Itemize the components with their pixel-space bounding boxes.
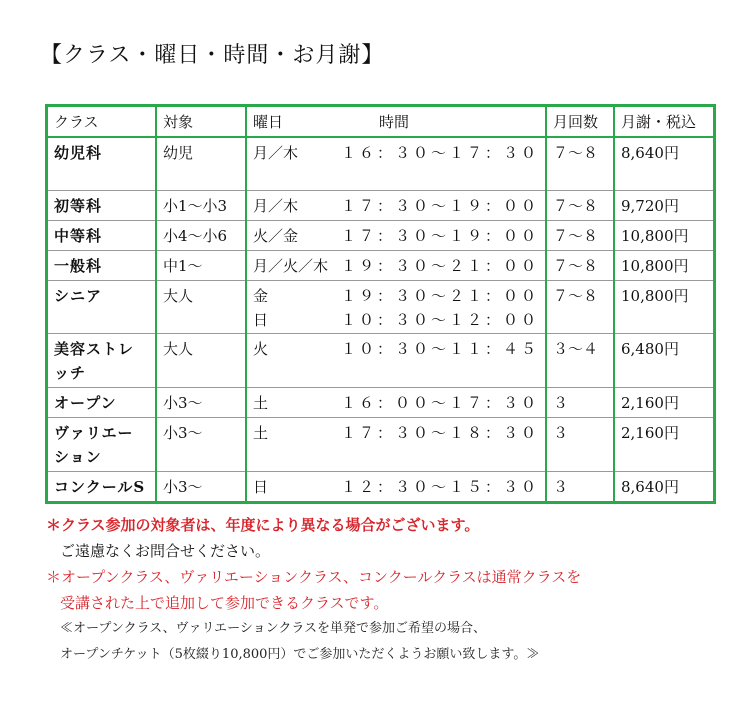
day-time-cell	[246, 472, 546, 502]
notes-section	[46, 512, 726, 668]
target-cell: 大人	[156, 334, 246, 388]
day-time-cell	[246, 388, 546, 418]
schedule-line	[247, 251, 545, 278]
schedule-line	[247, 308, 545, 332]
times-per-month-cell: ３	[546, 388, 614, 418]
note-additional-classes-sub: 受講された上で追加して参加できるクラスです。	[60, 594, 389, 612]
times-per-month-cell: ７〜８	[546, 191, 614, 221]
schedule-line	[247, 418, 545, 445]
day-value: 日	[253, 311, 269, 329]
header-fee: 月謝・税込	[614, 107, 713, 137]
fee-cell: 6,480円	[614, 334, 713, 388]
target-cell: 小1〜小3	[156, 191, 246, 221]
times-per-month-cell: ７〜８	[546, 281, 614, 334]
times-per-month-cell: ３	[546, 418, 614, 472]
table-row	[48, 418, 713, 472]
times-per-month-cell: ３〜４	[546, 334, 614, 388]
time-value: １７：３０〜１８：３０	[341, 424, 540, 442]
note-eligibility-sub: ご遠慮なくお問合せください。	[60, 542, 271, 560]
fee-cell: 8,640円	[614, 137, 713, 191]
header-times-per-month: 月回数	[546, 107, 614, 137]
times-per-month-cell: ７〜８	[546, 137, 614, 191]
table-row	[48, 137, 713, 191]
time-value: １９：３０〜２１：００	[341, 257, 540, 275]
table-row	[48, 334, 713, 388]
page-title: 【クラス・曜日・時間・お月謝】	[40, 43, 385, 68]
time-value: １０：３０〜１２：００	[341, 311, 540, 329]
day-time-cell	[246, 418, 546, 472]
target-cell: 幼児	[156, 137, 246, 191]
time-value: １９：３０〜２１：００	[341, 287, 540, 305]
times-per-month-cell: ３	[546, 472, 614, 502]
fee-cell: 9,720円	[614, 191, 713, 221]
day-value: 火／金	[253, 227, 299, 245]
fee-cell: 10,800円	[614, 281, 713, 334]
fee-cell: 10,800円	[614, 251, 713, 281]
day-value: 月／火／木	[253, 257, 329, 275]
table-row	[48, 191, 713, 221]
day-value: 土	[253, 424, 269, 442]
header-time: 時間	[379, 113, 410, 131]
schedule-line	[247, 138, 545, 165]
schedule-table	[45, 104, 716, 504]
schedule-line	[247, 388, 545, 415]
class-name-cell: 美容ストレッチ	[48, 334, 156, 388]
times-per-month-cell: ７〜８	[546, 221, 614, 251]
target-cell: 中1〜	[156, 251, 246, 281]
time-value: １７：３０〜１９：００	[341, 227, 540, 245]
target-cell: 小3〜	[156, 418, 246, 472]
target-cell: 小3〜	[156, 388, 246, 418]
fee-cell: 2,160円	[614, 418, 713, 472]
day-time-cell	[246, 281, 546, 334]
table-body	[48, 137, 713, 501]
note-eligibility: ＊クラス参加の対象者は、年度により異なる場合がございます。	[46, 516, 480, 534]
class-name-cell: 初等科	[48, 191, 156, 221]
time-value: １６：３０〜１７：３０	[341, 144, 540, 162]
day-time-cell	[246, 191, 546, 221]
class-name-cell: ヴァリエーション	[48, 418, 156, 472]
schedule-line	[247, 334, 545, 361]
day-value: 土	[253, 394, 269, 412]
table-row	[48, 221, 713, 251]
note-additional-classes: ＊オープンクラス、ヴァリエーションクラス、コンクールクラスは通常クラスを	[46, 568, 582, 586]
class-name-cell: 中等科	[48, 221, 156, 251]
day-value: 火	[253, 340, 269, 358]
schedule-line	[247, 472, 545, 499]
day-time-cell	[246, 221, 546, 251]
target-cell: 小4〜小6	[156, 221, 246, 251]
note-open-ticket: ≪オープンクラス、ヴァリエーションクラスを単発で参加ご希望の場合、	[60, 621, 487, 636]
day-time-cell	[246, 334, 546, 388]
time-value: １６：００〜１７：３０	[341, 394, 540, 412]
header-day-time	[246, 107, 546, 137]
schedule-line	[247, 281, 545, 308]
table-row	[48, 472, 713, 502]
class-name-cell: 一般科	[48, 251, 156, 281]
table-row	[48, 388, 713, 418]
times-per-month-cell: ７〜８	[546, 251, 614, 281]
header-class: クラス	[48, 107, 156, 137]
day-time-cell	[246, 137, 546, 191]
day-time-cell	[246, 251, 546, 281]
target-cell: 小3〜	[156, 472, 246, 502]
note-open-ticket-sub: オープンチケット（5枚綴り10,800円）でご参加いただくようお願い致します。≫	[60, 647, 540, 662]
time-value: １７：３０〜１９：００	[341, 197, 540, 215]
header-target: 対象	[156, 107, 246, 137]
schedule-line	[247, 191, 545, 218]
header-day: 曜日	[253, 113, 284, 131]
table-row	[48, 251, 713, 281]
class-name-cell: シニア	[48, 281, 156, 334]
fee-cell: 2,160円	[614, 388, 713, 418]
table-row	[48, 281, 713, 334]
schedule-line	[247, 221, 545, 248]
time-value: １０：３０〜１１：４５	[341, 340, 540, 358]
target-cell: 大人	[156, 281, 246, 334]
table-header-row	[48, 107, 713, 137]
day-value: 日	[253, 478, 269, 496]
day-value: 月／木	[253, 197, 299, 215]
fee-cell: 8,640円	[614, 472, 713, 502]
fee-cell: 10,800円	[614, 221, 713, 251]
day-value: 金	[253, 287, 269, 305]
class-name-cell: オープン	[48, 388, 156, 418]
class-name-cell: コンクールS	[48, 472, 156, 502]
day-value: 月／木	[253, 144, 299, 162]
time-value: １２：３０〜１５：３０	[341, 478, 540, 496]
class-name-cell: 幼児科	[54, 144, 103, 162]
